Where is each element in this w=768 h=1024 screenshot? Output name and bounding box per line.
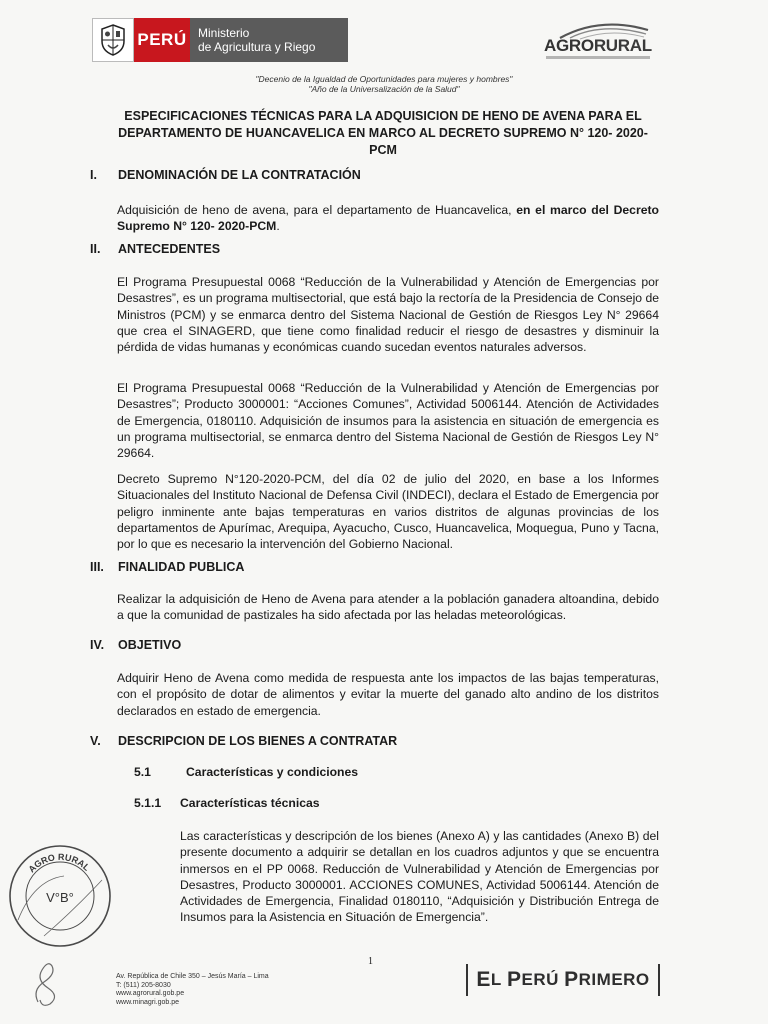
section-1-paragraph [117, 202, 659, 235]
slogan-char: E [476, 968, 491, 991]
section-number: IV. [90, 638, 105, 652]
section-title: DESCRIPCION DE LOS BIENES A CONTRATAR [118, 734, 398, 748]
svg-text:AGRO RURAL [26, 852, 92, 874]
slogan-char: RIMERO [578, 970, 650, 989]
subsection-5-1-1 [134, 796, 320, 810]
section-heading-1 [90, 168, 361, 182]
paragraph-text: Adquisición de heno de avena, para el departamento de Huancavelica, [117, 203, 517, 217]
decenio-line2: "Año de la Universalización de la Salud" [308, 84, 460, 94]
title-line3: PCM [369, 143, 397, 157]
decenio-block [0, 74, 768, 94]
section-number: III. [90, 560, 104, 574]
peru-label: PERÚ [134, 18, 190, 62]
decenio-line1: "Decenio de la Igualdad de Oportunidades para mujeres y hombres" [255, 74, 513, 84]
coat-of-arms-icon [92, 18, 134, 62]
section-heading-3 [90, 560, 244, 574]
section-number: I. [90, 168, 97, 182]
section-number: II. [90, 242, 101, 256]
subsection-title: Características y condiciones [186, 765, 359, 779]
stamp-center-text: V°B° [46, 890, 74, 905]
agrorural-tagline-bar [546, 56, 650, 59]
footer-address [116, 973, 269, 1007]
section-title: DENOMINACIÓN DE LA CONTRATACIÓN [118, 168, 361, 182]
subsection-number: 5.1 [134, 765, 151, 779]
ministerio-line1: Ministerio [198, 26, 250, 40]
section-heading-5 [90, 734, 397, 748]
slogan-char: L [490, 970, 502, 989]
rural-text: RURAL [593, 36, 652, 55]
subsection-number: 5.1.1 [134, 796, 162, 810]
section-2-paragraph-3: Decreto Supremo N°120-2020-PCM, del día 02 de julio del 2020, en base a los Informes Situacionales del Instituto Nacional de Defensa Civil (INDECI), declara el Estado de Emergencia por peligro inminente ante bajas temperaturas en varios distritos de algunas provincias de los departamentos de Apurímac, Arequipa, Ayacucho, Cusco, Huancavelica, Moquegua, Puno y Tacna, por lo que es necesario la intervención del Gobierno Nacional. [117, 472, 659, 552]
agrorural-logo [540, 20, 652, 64]
agro-text: AGRO [544, 36, 594, 55]
ministerio-line2: de Agricultura y Riego [198, 40, 316, 54]
paragraph-text-end: . [276, 219, 280, 234]
section-number: V. [90, 734, 101, 748]
section-heading-4 [90, 638, 181, 652]
paragraph-bold-text: en el marco del Decreto Supremo N° 120- 2020-PCM [117, 203, 659, 234]
section-heading-2 [90, 242, 220, 256]
el-peru-primero-logo [466, 964, 660, 996]
slogan-char: ERÚ [521, 970, 559, 989]
section-title: OBJETIVO [118, 638, 182, 652]
ministerio-logo [92, 18, 348, 62]
section-4-paragraph: Adquirir Heno de Avena como medida de respuesta ante los impactos de las bajas temperaturas, con el propósito de dotar de alimentos y evitar la muerte del ganado alto andino de los distritos declarados en estado de emergencia. [117, 671, 659, 718]
section-title: ANTECEDENTES [118, 242, 221, 256]
section-5-paragraph: Las características y descripción de los bienes (Anexo A) y las cantidades (Anexo B) del presente documento a adquirir se detallan en los cuadros adjuntos y que se encuentra inmersos en el PP 0068. Reducción de Vulnerabilidad y Atención de Emergencias por Desastres, Producto 3000001. ACCIONES COMUNES, Actividad 5006144. Atención de Actividades de Emergencia, Finalidad 0180110, “Adquisición y Distribución Entrega de Insumos para la Asistencia en Situación de Emergencia”. [180, 829, 659, 925]
approval-stamp-icon [4, 840, 116, 952]
ministerio-label [190, 18, 348, 62]
footer-website-minagri[interactable]: www.minagri.gob.pe [116, 998, 180, 1006]
stamp-top-text: AGRO RURAL [26, 851, 92, 875]
footer-website-agrorural[interactable]: www.agrorural.gob.pe [116, 990, 185, 997]
section-2-paragraph-2: El Programa Presupuestal 0068 “Reducción de la Vulnerabilidad y Atención de Emergencias por Desastres”; Producto 3000001: “Acciones Comunes”, Actividad 5006144. Atención de Actividades de Emergencia, 0180110. Adquisición de insumos para la asistencia en situación de emergencia es un programa multisectorial, se enmarca dentro del Sistema Nacional de Gestión de Riesgos Ley N° 29664. [117, 381, 659, 461]
section-title: FINALIDAD PUBLICA [118, 560, 245, 574]
signature-icon [30, 962, 80, 1008]
agrorural-wordmark [544, 36, 652, 56]
section-2-paragraph-1: El Programa Presupuestal 0068 “Reducción de la Vulnerabilidad y Atención de Emergencias por Desastres”, es un programa multisectorial, que está bajo la rectoría de la Presidencia de Consejo de Ministros (PCM) y se enmarca dentro del Sistema Nacional de Gestión de Riesgos Ley N° 29664 que crea el SINAGERD, que tiene como finalidad reducir el riesgo de desastres y disminuir la pérdida de vidas humanas y económicas cuando sucedan eventos naturales adversos. [117, 275, 659, 355]
section-3-paragraph: Realizar la adquisición de Heno de Avena para atender a la población ganadera altoandina, debido a que la comunidad de pastizales ha sido afectada por las heladas meteorológicas. [117, 592, 659, 623]
subsection-title: Características técnicas [180, 796, 320, 810]
title-line1: ESPECIFICACIONES TÉCNICAS PARA LA ADQUISICION DE HENO DE AVENA PARA EL [124, 109, 642, 123]
title-line2: DEPARTAMENTO DE HUANCAVELICA EN MARCO AL DECRETO SUPREMO N° 120- 2020- [118, 126, 648, 140]
slogan-char: P [506, 968, 522, 991]
document-title [100, 108, 666, 159]
slogan-char: P [564, 968, 579, 991]
footer-phone: T: (511) 205-8030 [116, 981, 171, 989]
page-number: 1 [368, 956, 373, 967]
footer-address-line: Av. República de Chile 350 – Jesús María – Lima [116, 973, 269, 980]
subsection-5-1 [134, 765, 358, 779]
